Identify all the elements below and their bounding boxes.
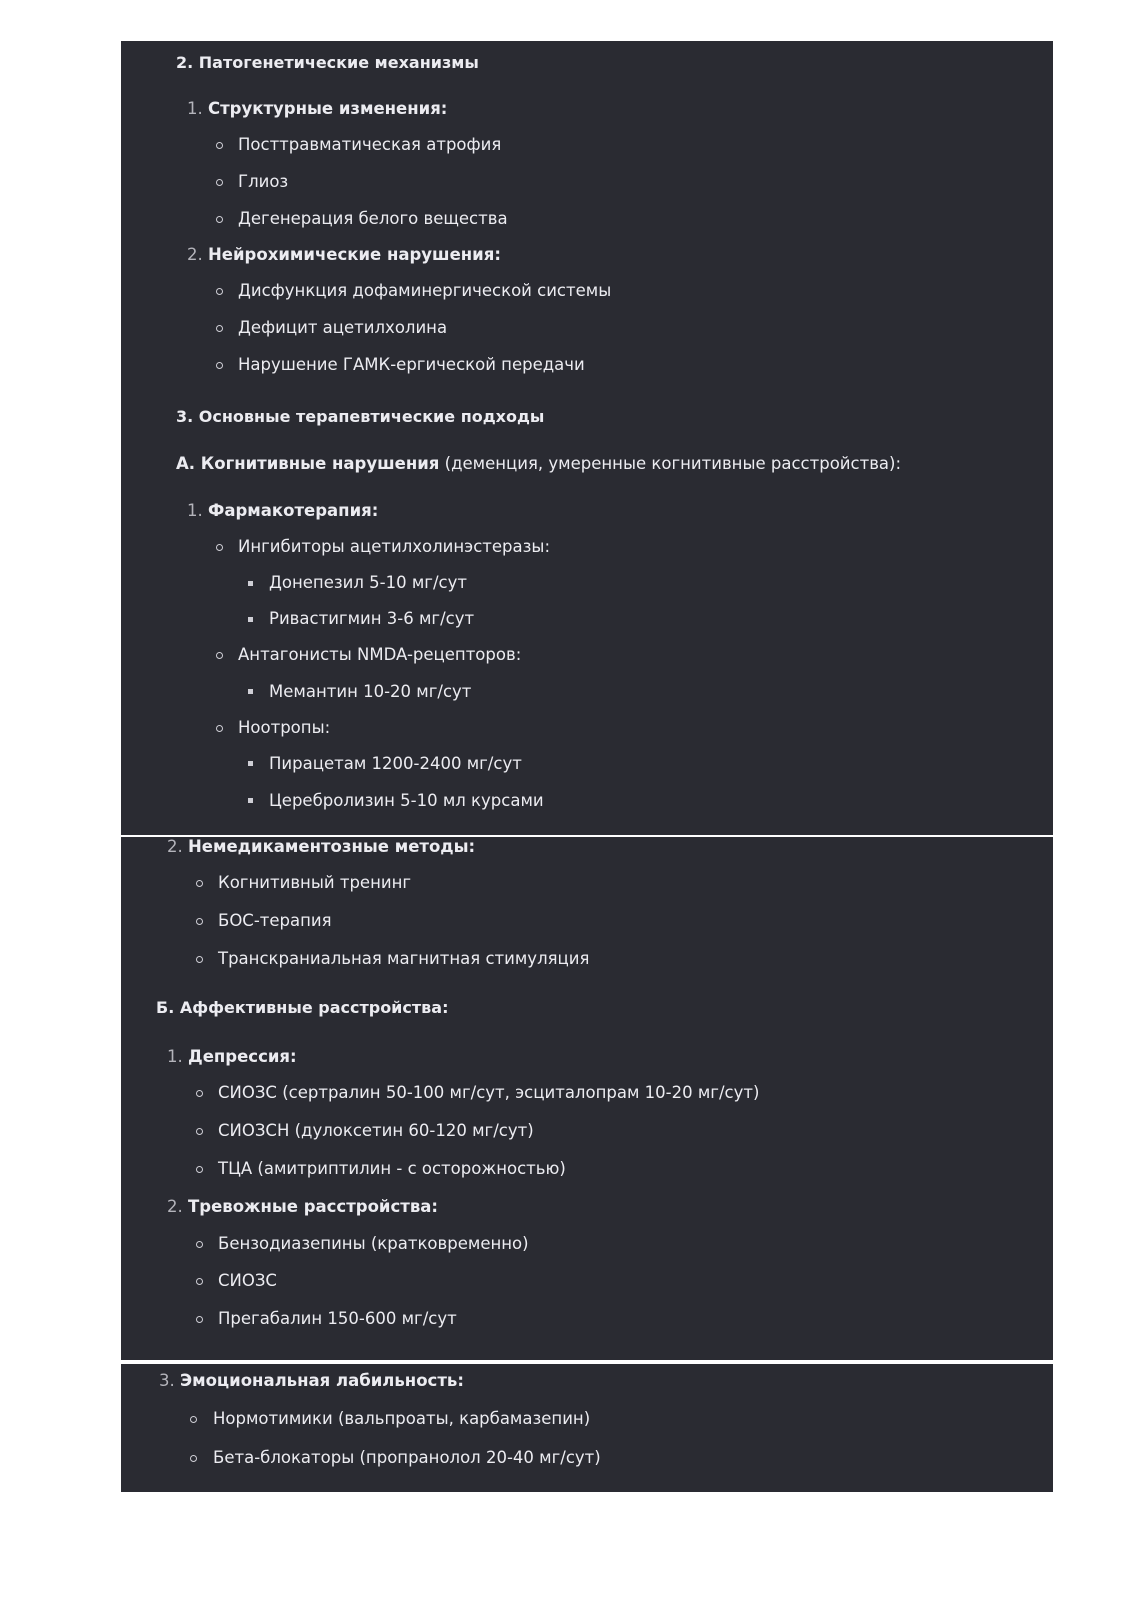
document-panel-3 <box>121 1364 1053 1492</box>
ordered-item-structural: 1. Структурные изменения: <box>187 99 448 118</box>
bullet-circle-icon <box>196 1278 203 1285</box>
list-item: Пирацетам 1200-2400 мг/сут <box>269 754 522 773</box>
ordered-item-non-drug: 2. Немедикаментозные методы: <box>167 837 476 856</box>
list-item: Дисфункция дофаминергической системы <box>238 281 612 300</box>
list-item: Церебролизин 5-10 мл курсами <box>269 791 544 810</box>
list-item: Ноотропы: <box>238 718 331 737</box>
document-panel-1 <box>121 41 1053 835</box>
heading-pathogenetic: 2. Патогенетические механизмы <box>176 53 479 72</box>
heading-therapeutic: 3. Основные терапевтические подходы <box>176 407 545 426</box>
section-cognitive: А. Когнитивные нарушения (деменция, умеренные когнитивные расстройства): <box>176 454 902 473</box>
list-item: Нормотимики (вальпроаты, карбамазепин) <box>213 1409 591 1428</box>
bullet-square-icon <box>248 689 253 694</box>
list-item: Ривастигмин 3-6 мг/сут <box>269 609 475 628</box>
bullet-circle-icon <box>216 216 223 223</box>
ordered-item-neurochemical: 2. Нейрохимические нарушения: <box>187 245 501 264</box>
document-panel-2 <box>121 837 1053 1360</box>
list-item: СИОЗС (сертралин 50-100 мг/сут, эсциталопрам 10-20 мг/сут) <box>218 1083 760 1102</box>
list-item: Антагонисты NMDA-рецепторов: <box>238 645 522 664</box>
bullet-circle-icon <box>196 956 203 963</box>
list-item: ТЦА (амитриптилин - с осторожностью) <box>218 1159 566 1178</box>
list-item: Посттравматическая атрофия <box>238 135 502 154</box>
bullet-circle-icon <box>196 1090 203 1097</box>
bullet-circle-icon <box>216 288 223 295</box>
ordered-item-depression: 1. Депрессия: <box>167 1047 297 1066</box>
list-item: Мемантин 10-20 мг/сут <box>269 682 472 701</box>
bullet-square-icon <box>248 761 253 766</box>
ordered-item-emotional-lability: 3. Эмоциональная лабильность: <box>159 1371 464 1390</box>
bullet-circle-icon <box>196 1316 203 1323</box>
bullet-circle-icon <box>216 652 223 659</box>
list-item: Бензодиазепины (кратковременно) <box>218 1234 529 1253</box>
list-item: Дегенерация белого вещества <box>238 209 508 228</box>
list-item: Донепезил 5-10 мг/сут <box>269 573 467 592</box>
bullet-circle-icon <box>196 1241 203 1248</box>
bullet-circle-icon <box>216 725 223 732</box>
bullet-circle-icon <box>196 1128 203 1135</box>
section-affective: Б. Аффективные расстройства: <box>156 998 449 1017</box>
list-item: Бета-блокаторы (пропранолол 20-40 мг/сут) <box>213 1448 601 1467</box>
bullet-circle-icon <box>196 1166 203 1173</box>
ordered-item-pharmacotherapy: 1. Фармакотерапия: <box>187 501 379 520</box>
bullet-circle-icon <box>196 918 203 925</box>
list-item: Дефицит ацетилхолина <box>238 318 448 337</box>
list-item: СИОЗСН (дулоксетин 60-120 мг/сут) <box>218 1121 534 1140</box>
list-item: Когнитивный тренинг <box>218 873 412 892</box>
bullet-circle-icon <box>216 362 223 369</box>
list-item: СИОЗС <box>218 1271 277 1290</box>
bullet-square-icon <box>248 798 253 803</box>
list-item: Глиоз <box>238 172 289 191</box>
ordered-item-anxiety: 2. Тревожные расстройства: <box>167 1197 439 1216</box>
bullet-circle-icon <box>216 179 223 186</box>
list-item: Прегабалин 150-600 мг/сут <box>218 1309 457 1328</box>
bullet-circle-icon <box>216 325 223 332</box>
bullet-circle-icon <box>216 142 223 149</box>
bullet-square-icon <box>248 617 253 622</box>
bullet-circle-icon <box>216 544 223 551</box>
list-item: Ингибиторы ацетилхолинэстеразы: <box>238 537 551 556</box>
bullet-circle-icon <box>196 880 203 887</box>
list-item: БОС-терапия <box>218 911 332 930</box>
list-item: Транскраниальная магнитная стимуляция <box>218 949 590 968</box>
bullet-circle-icon <box>190 1455 197 1462</box>
bullet-circle-icon <box>190 1416 197 1423</box>
bullet-square-icon <box>248 581 253 586</box>
list-item: Нарушение ГАМК-ергической передачи <box>238 355 585 374</box>
